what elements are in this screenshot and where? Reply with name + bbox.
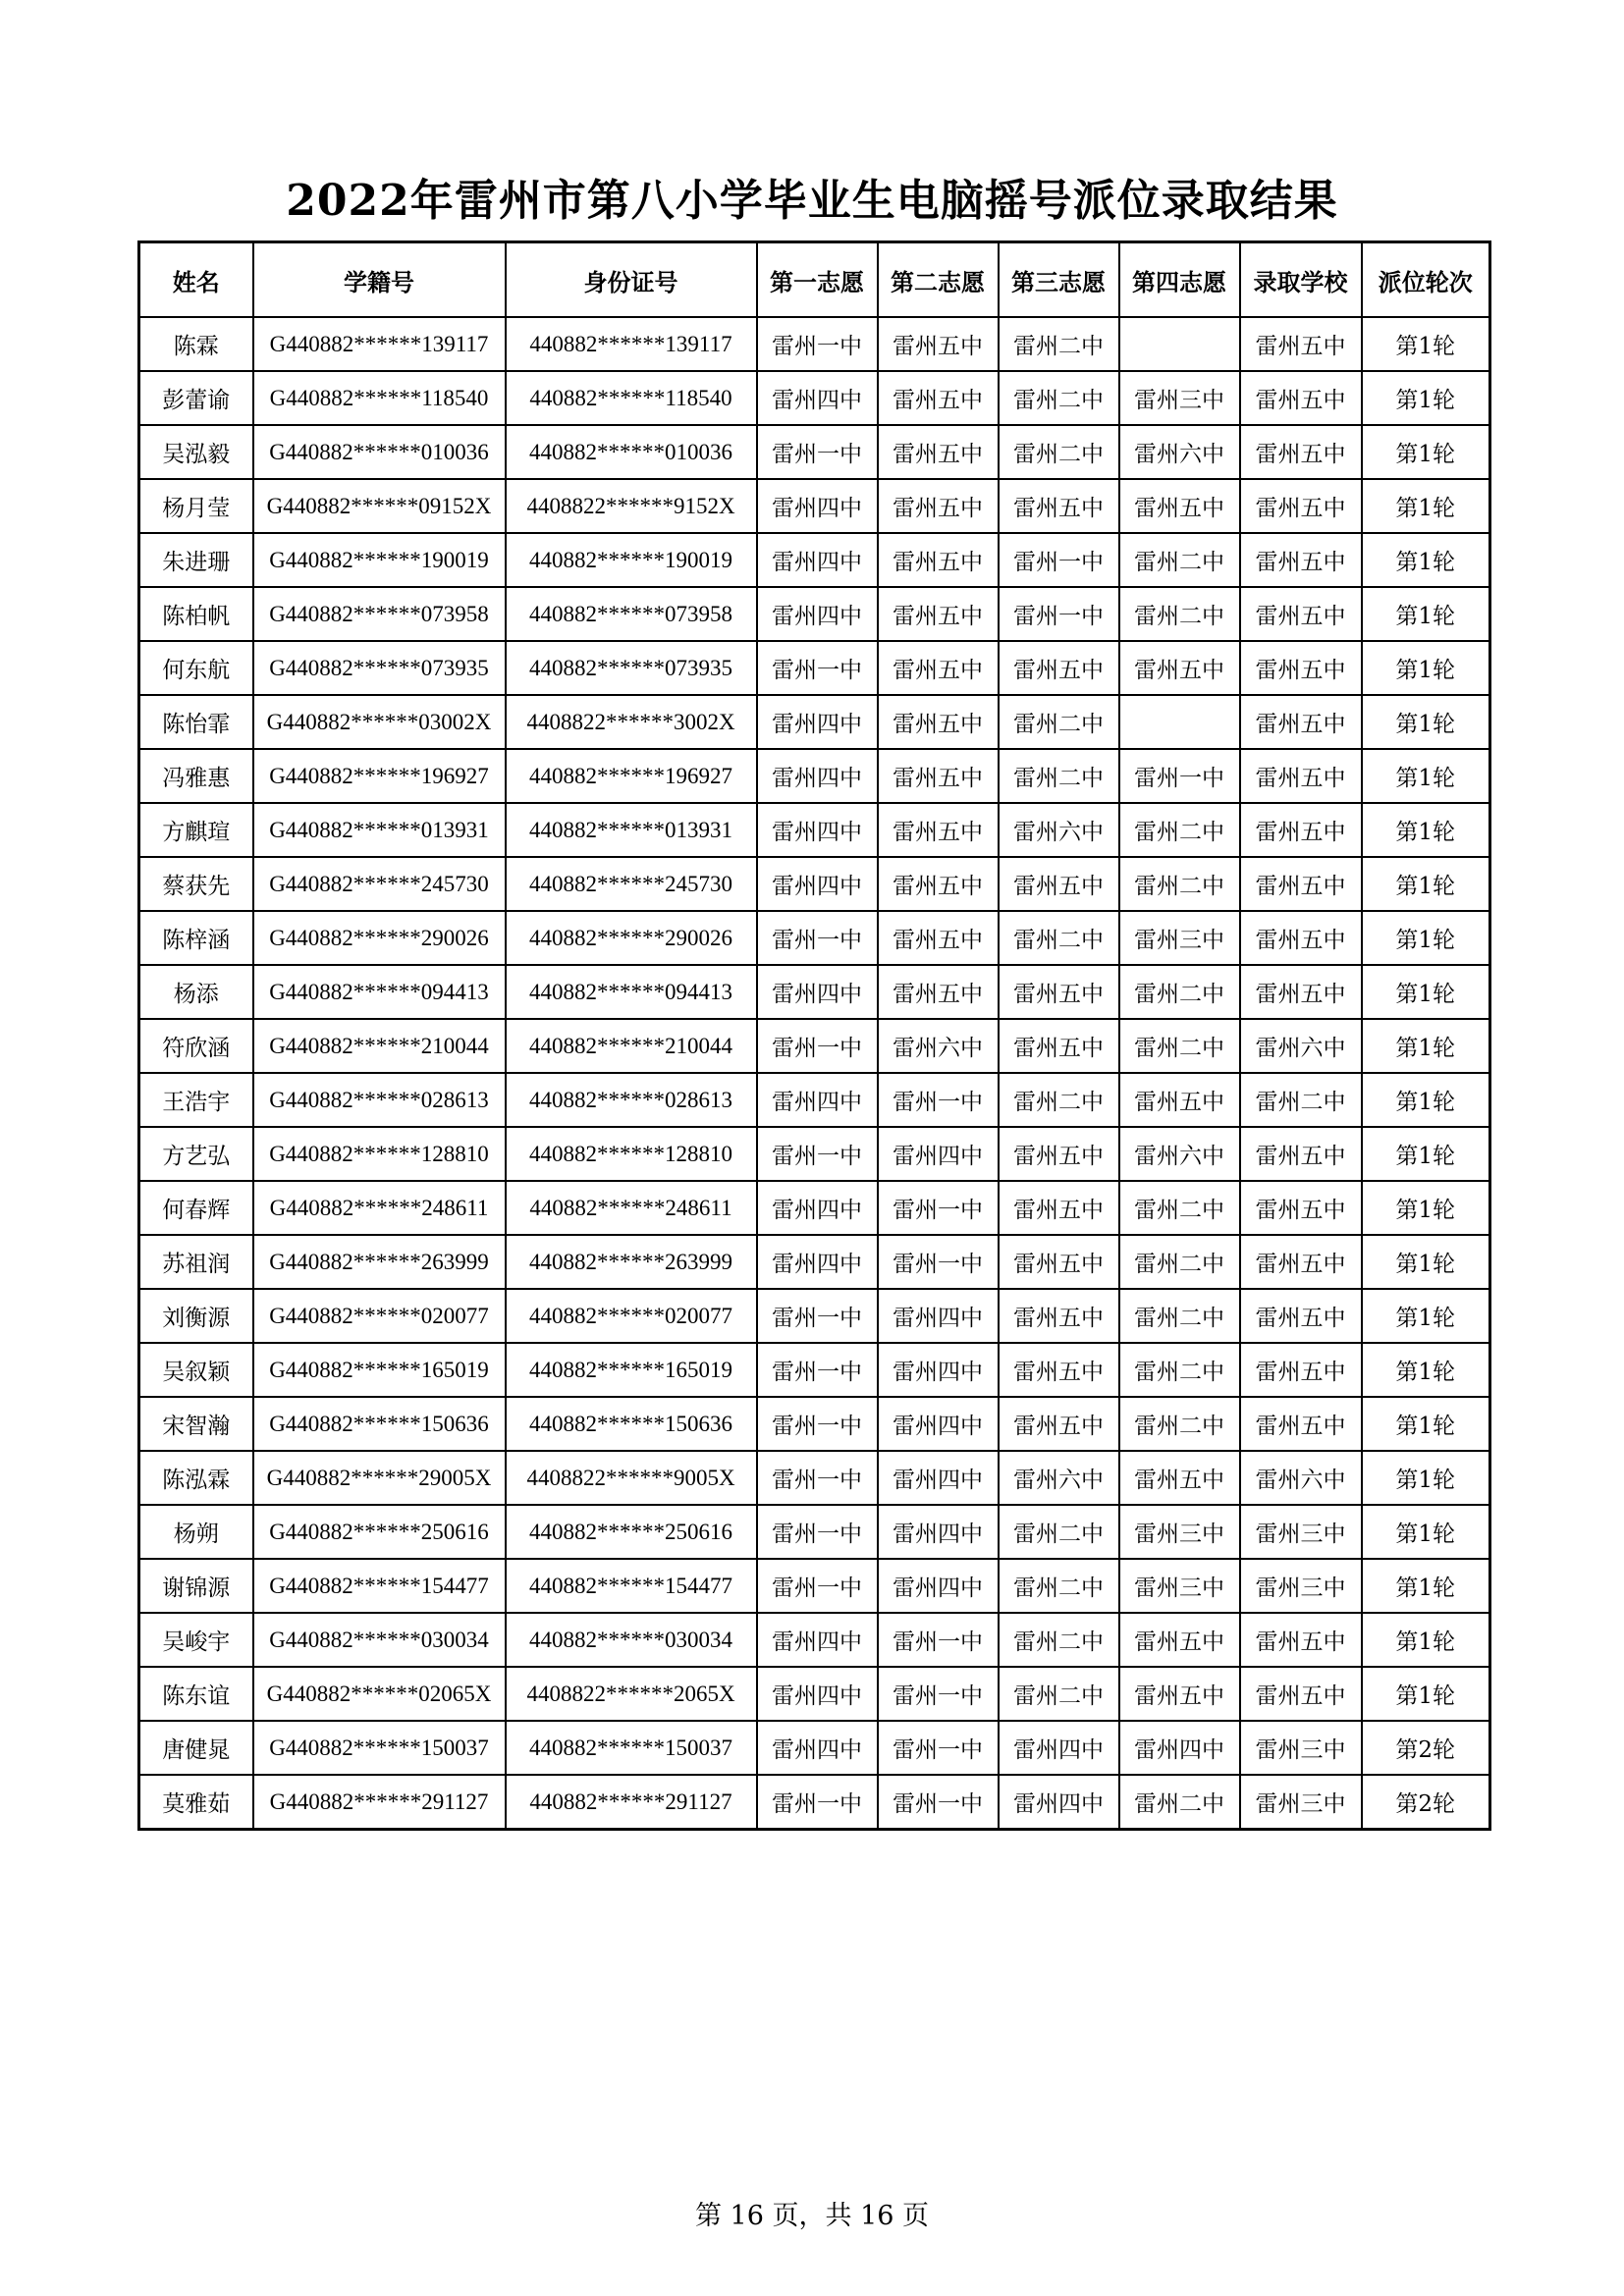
choice-3: 雷州四中	[999, 1775, 1119, 1830]
choice-4: 雷州五中	[1119, 1073, 1240, 1127]
choice-3: 雷州四中	[999, 1721, 1119, 1775]
table-row	[139, 641, 1490, 695]
choice-1: 雷州四中	[757, 1073, 878, 1127]
admitted-school: 雷州五中	[1240, 425, 1362, 479]
choice-2: 雷州四中	[878, 1559, 999, 1613]
student-name: 宋智瀚	[139, 1397, 253, 1451]
assignment-round: 第1轮	[1362, 641, 1490, 695]
student-name: 谢锦源	[139, 1559, 253, 1613]
choice-2: 雷州四中	[878, 1289, 999, 1343]
choice-3: 雷州五中	[999, 479, 1119, 533]
choice-1: 雷州四中	[757, 965, 878, 1019]
table-row	[139, 317, 1490, 371]
student-id: G440882******073935	[253, 641, 506, 695]
id-card-number: 4408822******2065X	[506, 1667, 757, 1721]
choice-1: 雷州四中	[757, 1721, 878, 1775]
table-row	[139, 1451, 1490, 1505]
choice-3: 雷州二中	[999, 911, 1119, 965]
student-id: G440882******150636	[253, 1397, 506, 1451]
choice-1: 雷州四中	[757, 803, 878, 857]
choice-2: 雷州五中	[878, 857, 999, 911]
table-row	[139, 1397, 1490, 1451]
student-name: 杨添	[139, 965, 253, 1019]
student-name: 吴叙颖	[139, 1343, 253, 1397]
admitted-school: 雷州五中	[1240, 695, 1362, 749]
id-card-number: 440882******010036	[506, 425, 757, 479]
choice-3: 雷州二中	[999, 749, 1119, 803]
choice-4: 雷州二中	[1119, 587, 1240, 641]
assignment-round: 第1轮	[1362, 1667, 1490, 1721]
choice-4: 雷州五中	[1119, 1451, 1240, 1505]
student-name: 符欣涵	[139, 1019, 253, 1073]
choice-1: 雷州一中	[757, 641, 878, 695]
choice-2: 雷州五中	[878, 371, 999, 425]
choice-2: 雷州四中	[878, 1397, 999, 1451]
table-row	[139, 749, 1490, 803]
choice-3: 雷州五中	[999, 1235, 1119, 1289]
student-name: 陈柏帆	[139, 587, 253, 641]
table-row	[139, 587, 1490, 641]
admitted-school: 雷州五中	[1240, 317, 1362, 371]
choice-1: 雷州四中	[757, 1235, 878, 1289]
assignment-round: 第1轮	[1362, 1181, 1490, 1235]
student-name: 方艺弘	[139, 1127, 253, 1181]
choice-3-header: 第三志愿	[999, 242, 1119, 318]
id-card-number: 440882******139117	[506, 317, 757, 371]
student-name: 彭蕾谕	[139, 371, 253, 425]
assignment-round: 第1轮	[1362, 317, 1490, 371]
choice-2: 雷州一中	[878, 1667, 999, 1721]
assignment-round: 第1轮	[1362, 1127, 1490, 1181]
assignment-round: 第1轮	[1362, 695, 1490, 749]
student-id: G440882******165019	[253, 1343, 506, 1397]
choice-4: 雷州二中	[1119, 1775, 1240, 1830]
id-card-number: 440882******013931	[506, 803, 757, 857]
student-id: G440882******150037	[253, 1721, 506, 1775]
choice-4: 雷州二中	[1119, 1343, 1240, 1397]
choice-2: 雷州五中	[878, 695, 999, 749]
assignment-round: 第2轮	[1362, 1775, 1490, 1830]
table-row	[139, 1019, 1490, 1073]
page-title: 2022年雷州市第八小学毕业生电脑摇号派位录取结果	[286, 176, 1338, 226]
choice-4: 雷州五中	[1119, 1613, 1240, 1667]
choice-2: 雷州五中	[878, 479, 999, 533]
choice-2-header: 第二志愿	[878, 242, 999, 318]
assignment-round: 第2轮	[1362, 1721, 1490, 1775]
choice-3: 雷州二中	[999, 1559, 1119, 1613]
id-card-number: 4408822******3002X	[506, 695, 757, 749]
id-card-number: 440882******263999	[506, 1235, 757, 1289]
assignment-round: 第1轮	[1362, 1019, 1490, 1073]
id-card-number: 440882******165019	[506, 1343, 757, 1397]
choice-2: 雷州五中	[878, 803, 999, 857]
choice-2: 雷州一中	[878, 1181, 999, 1235]
student-id: G440882******245730	[253, 857, 506, 911]
admitted-school: 雷州二中	[1240, 1073, 1362, 1127]
student-name: 唐健晁	[139, 1721, 253, 1775]
choice-3: 雷州五中	[999, 1127, 1119, 1181]
table-row	[139, 479, 1490, 533]
assignment-round: 第1轮	[1362, 425, 1490, 479]
assignment-round: 第1轮	[1362, 1451, 1490, 1505]
admitted-school: 雷州五中	[1240, 965, 1362, 1019]
admitted-school: 雷州六中	[1240, 1451, 1362, 1505]
student-id: G440882******210044	[253, 1019, 506, 1073]
choice-3: 雷州五中	[999, 965, 1119, 1019]
student-id-header: 学籍号	[253, 242, 506, 318]
id-card-number: 440882******073958	[506, 587, 757, 641]
student-name: 苏祖润	[139, 1235, 253, 1289]
student-name: 王浩宇	[139, 1073, 253, 1127]
choice-4: 雷州二中	[1119, 857, 1240, 911]
choice-1: 雷州四中	[757, 533, 878, 587]
choice-2: 雷州一中	[878, 1721, 999, 1775]
choice-3: 雷州六中	[999, 803, 1119, 857]
choice-1: 雷州四中	[757, 1613, 878, 1667]
round-header: 派位轮次	[1362, 242, 1490, 318]
choice-3: 雷州二中	[999, 1505, 1119, 1559]
table-row	[139, 1073, 1490, 1127]
student-name: 杨月莹	[139, 479, 253, 533]
table-row	[139, 533, 1490, 587]
choice-1: 雷州一中	[757, 1775, 878, 1830]
id-card-number: 440882******118540	[506, 371, 757, 425]
choice-4: 雷州二中	[1119, 533, 1240, 587]
choice-3: 雷州二中	[999, 1073, 1119, 1127]
assignment-round: 第1轮	[1362, 911, 1490, 965]
choice-4: 雷州三中	[1119, 1505, 1240, 1559]
table-row	[139, 1343, 1490, 1397]
id-card-number: 440882******128810	[506, 1127, 757, 1181]
choice-4: 雷州六中	[1119, 1127, 1240, 1181]
admitted-school: 雷州五中	[1240, 1613, 1362, 1667]
choice-4: 雷州五中	[1119, 641, 1240, 695]
assignment-round: 第1轮	[1362, 479, 1490, 533]
choice-2: 雷州五中	[878, 587, 999, 641]
name-header: 姓名	[139, 242, 253, 318]
admitted-school: 雷州五中	[1240, 1181, 1362, 1235]
choice-1: 雷州一中	[757, 911, 878, 965]
choice-3: 雷州六中	[999, 1451, 1119, 1505]
student-name: 何春辉	[139, 1181, 253, 1235]
choice-4: 雷州五中	[1119, 479, 1240, 533]
choice-4: 雷州二中	[1119, 965, 1240, 1019]
admitted-school: 雷州三中	[1240, 1559, 1362, 1613]
page-footer: 第 16 页，共 16 页	[694, 2201, 930, 2231]
choice-1: 雷州一中	[757, 1289, 878, 1343]
student-name: 陈怡霏	[139, 695, 253, 749]
student-name: 莫雅茹	[139, 1775, 253, 1830]
admitted-school: 雷州五中	[1240, 1343, 1362, 1397]
choice-2: 雷州五中	[878, 317, 999, 371]
table-header-row	[139, 242, 1490, 318]
table-row	[139, 1235, 1490, 1289]
choice-2: 雷州一中	[878, 1775, 999, 1830]
assignment-round: 第1轮	[1362, 749, 1490, 803]
choice-2: 雷州一中	[878, 1613, 999, 1667]
choice-3: 雷州二中	[999, 1613, 1119, 1667]
table-row	[139, 1181, 1490, 1235]
table-row	[139, 1667, 1490, 1721]
choice-1: 雷州一中	[757, 1019, 878, 1073]
assignment-round: 第1轮	[1362, 371, 1490, 425]
choice-3: 雷州五中	[999, 1181, 1119, 1235]
results-table	[137, 240, 1491, 1831]
table-row	[139, 1775, 1490, 1830]
student-id: G440882******139117	[253, 317, 506, 371]
table-row	[139, 803, 1490, 857]
choice-1: 雷州四中	[757, 857, 878, 911]
choice-4-header: 第四志愿	[1119, 242, 1240, 318]
admitted-school: 雷州五中	[1240, 857, 1362, 911]
choice-1: 雷州一中	[757, 1505, 878, 1559]
choice-3: 雷州五中	[999, 1343, 1119, 1397]
assignment-round: 第1轮	[1362, 1073, 1490, 1127]
admitted-school: 雷州五中	[1240, 1667, 1362, 1721]
choice-1: 雷州一中	[757, 317, 878, 371]
student-id: G440882******250616	[253, 1505, 506, 1559]
student-name: 何东航	[139, 641, 253, 695]
id-card-number: 440882******196927	[506, 749, 757, 803]
choice-1: 雷州四中	[757, 749, 878, 803]
choice-3: 雷州一中	[999, 587, 1119, 641]
student-id: G440882******154477	[253, 1559, 506, 1613]
choice-1: 雷州一中	[757, 1451, 878, 1505]
id-card-number: 440882******248611	[506, 1181, 757, 1235]
table-row	[139, 911, 1490, 965]
id-card-number: 440882******028613	[506, 1073, 757, 1127]
choice-4	[1119, 695, 1240, 749]
choice-4: 雷州二中	[1119, 1181, 1240, 1235]
choice-2: 雷州六中	[878, 1019, 999, 1073]
choice-1: 雷州四中	[757, 371, 878, 425]
assignment-round: 第1轮	[1362, 1235, 1490, 1289]
table-row	[139, 965, 1490, 1019]
student-id: G440882******028613	[253, 1073, 506, 1127]
assignment-round: 第1轮	[1362, 587, 1490, 641]
id-card-header: 身份证号	[506, 242, 757, 318]
choice-4: 雷州二中	[1119, 803, 1240, 857]
student-id: G440882******128810	[253, 1127, 506, 1181]
choice-1: 雷州一中	[757, 1127, 878, 1181]
id-card-number: 440882******154477	[506, 1559, 757, 1613]
student-id: G440882******196927	[253, 749, 506, 803]
student-id: G440882******013931	[253, 803, 506, 857]
id-card-number: 440882******150636	[506, 1397, 757, 1451]
student-name: 蔡获先	[139, 857, 253, 911]
student-id: G440882******010036	[253, 425, 506, 479]
student-id: G440882******248611	[253, 1181, 506, 1235]
student-name: 陈梓涵	[139, 911, 253, 965]
admitted-school: 雷州五中	[1240, 587, 1362, 641]
choice-1: 雷州四中	[757, 1181, 878, 1235]
choice-2: 雷州五中	[878, 641, 999, 695]
choice-4: 雷州二中	[1119, 1289, 1240, 1343]
student-name: 陈霖	[139, 317, 253, 371]
table-row	[139, 1127, 1490, 1181]
student-id: G440882******290026	[253, 911, 506, 965]
choice-4	[1119, 317, 1240, 371]
id-card-number: 4408822******9005X	[506, 1451, 757, 1505]
student-id: G440882******094413	[253, 965, 506, 1019]
admitted-school-header: 录取学校	[1240, 242, 1362, 318]
choice-1: 雷州四中	[757, 587, 878, 641]
id-card-number: 440882******094413	[506, 965, 757, 1019]
admitted-school: 雷州五中	[1240, 911, 1362, 965]
choice-3: 雷州一中	[999, 533, 1119, 587]
choice-2: 雷州五中	[878, 911, 999, 965]
admitted-school: 雷州五中	[1240, 371, 1362, 425]
student-id: G440882******073958	[253, 587, 506, 641]
assignment-round: 第1轮	[1362, 1505, 1490, 1559]
choice-1: 雷州一中	[757, 1559, 878, 1613]
table-row	[139, 1613, 1490, 1667]
choice-3: 雷州五中	[999, 1289, 1119, 1343]
choice-4: 雷州二中	[1119, 1019, 1240, 1073]
choice-1: 雷州四中	[757, 695, 878, 749]
choice-1: 雷州四中	[757, 1667, 878, 1721]
student-id: G440882******118540	[253, 371, 506, 425]
choice-3: 雷州五中	[999, 1019, 1119, 1073]
choice-4: 雷州六中	[1119, 425, 1240, 479]
choice-1: 雷州一中	[757, 1343, 878, 1397]
id-card-number: 440882******190019	[506, 533, 757, 587]
student-name: 吴峻宇	[139, 1613, 253, 1667]
student-id: G440882******291127	[253, 1775, 506, 1830]
table-row	[139, 1289, 1490, 1343]
student-name: 朱进珊	[139, 533, 253, 587]
choice-1: 雷州四中	[757, 479, 878, 533]
table-row	[139, 857, 1490, 911]
id-card-number: 440882******210044	[506, 1019, 757, 1073]
student-id: G440882******02065X	[253, 1667, 506, 1721]
table-row	[139, 1505, 1490, 1559]
admitted-school: 雷州五中	[1240, 1289, 1362, 1343]
assignment-round: 第1轮	[1362, 965, 1490, 1019]
id-card-number: 440882******073935	[506, 641, 757, 695]
id-card-number: 440882******291127	[506, 1775, 757, 1830]
choice-1-header: 第一志愿	[757, 242, 878, 318]
admitted-school: 雷州五中	[1240, 641, 1362, 695]
table-row	[139, 1559, 1490, 1613]
student-name: 陈东谊	[139, 1667, 253, 1721]
choice-1: 雷州一中	[757, 425, 878, 479]
assignment-round: 第1轮	[1362, 857, 1490, 911]
admitted-school: 雷州六中	[1240, 1019, 1362, 1073]
id-card-number: 440882******030034	[506, 1613, 757, 1667]
table-row	[139, 425, 1490, 479]
assignment-round: 第1轮	[1362, 533, 1490, 587]
choice-2: 雷州四中	[878, 1451, 999, 1505]
choice-3: 雷州二中	[999, 317, 1119, 371]
choice-2: 雷州五中	[878, 749, 999, 803]
id-card-number: 440882******290026	[506, 911, 757, 965]
assignment-round: 第1轮	[1362, 1289, 1490, 1343]
choice-3: 雷州二中	[999, 1667, 1119, 1721]
student-id: G440882******030034	[253, 1613, 506, 1667]
admitted-school: 雷州五中	[1240, 1397, 1362, 1451]
id-card-number: 440882******250616	[506, 1505, 757, 1559]
choice-2: 雷州四中	[878, 1127, 999, 1181]
student-id: G440882******020077	[253, 1289, 506, 1343]
id-card-number: 440882******020077	[506, 1289, 757, 1343]
assignment-round: 第1轮	[1362, 1559, 1490, 1613]
table-body	[139, 317, 1490, 1830]
choice-1: 雷州一中	[757, 1397, 878, 1451]
student-id: G440882******29005X	[253, 1451, 506, 1505]
student-name: 陈泓霖	[139, 1451, 253, 1505]
admitted-school: 雷州五中	[1240, 749, 1362, 803]
admitted-school: 雷州三中	[1240, 1505, 1362, 1559]
assignment-round: 第1轮	[1362, 1397, 1490, 1451]
admitted-school: 雷州五中	[1240, 533, 1362, 587]
choice-3: 雷州五中	[999, 641, 1119, 695]
admitted-school: 雷州三中	[1240, 1775, 1362, 1830]
choice-2: 雷州四中	[878, 1343, 999, 1397]
id-card-number: 440882******245730	[506, 857, 757, 911]
admitted-school: 雷州三中	[1240, 1721, 1362, 1775]
choice-2: 雷州五中	[878, 533, 999, 587]
choice-3: 雷州二中	[999, 371, 1119, 425]
choice-3: 雷州五中	[999, 857, 1119, 911]
choice-4: 雷州一中	[1119, 749, 1240, 803]
id-card-number: 4408822******9152X	[506, 479, 757, 533]
student-id: G440882******09152X	[253, 479, 506, 533]
choice-2: 雷州一中	[878, 1235, 999, 1289]
table-row	[139, 371, 1490, 425]
choice-4: 雷州二中	[1119, 1397, 1240, 1451]
student-name: 吴泓毅	[139, 425, 253, 479]
choice-4: 雷州四中	[1119, 1721, 1240, 1775]
student-name: 杨朔	[139, 1505, 253, 1559]
admitted-school: 雷州五中	[1240, 479, 1362, 533]
id-card-number: 440882******150037	[506, 1721, 757, 1775]
choice-2: 雷州四中	[878, 1505, 999, 1559]
table-row	[139, 695, 1490, 749]
student-id: G440882******190019	[253, 533, 506, 587]
assignment-round: 第1轮	[1362, 803, 1490, 857]
choice-4: 雷州二中	[1119, 1235, 1240, 1289]
assignment-round: 第1轮	[1362, 1343, 1490, 1397]
student-id: G440882******03002X	[253, 695, 506, 749]
choice-4: 雷州三中	[1119, 1559, 1240, 1613]
assignment-round: 第1轮	[1362, 1613, 1490, 1667]
choice-4: 雷州三中	[1119, 371, 1240, 425]
student-id: G440882******263999	[253, 1235, 506, 1289]
admitted-school: 雷州五中	[1240, 1235, 1362, 1289]
choice-4: 雷州五中	[1119, 1667, 1240, 1721]
student-name: 冯雅惠	[139, 749, 253, 803]
choice-4: 雷州三中	[1119, 911, 1240, 965]
admitted-school: 雷州五中	[1240, 1127, 1362, 1181]
choice-3: 雷州五中	[999, 1397, 1119, 1451]
student-name: 刘衡源	[139, 1289, 253, 1343]
choice-2: 雷州一中	[878, 1073, 999, 1127]
choice-3: 雷州二中	[999, 695, 1119, 749]
choice-2: 雷州五中	[878, 965, 999, 1019]
choice-2: 雷州五中	[878, 425, 999, 479]
student-name: 方麒瑄	[139, 803, 253, 857]
admitted-school: 雷州五中	[1240, 803, 1362, 857]
choice-3: 雷州二中	[999, 425, 1119, 479]
table-row	[139, 1721, 1490, 1775]
